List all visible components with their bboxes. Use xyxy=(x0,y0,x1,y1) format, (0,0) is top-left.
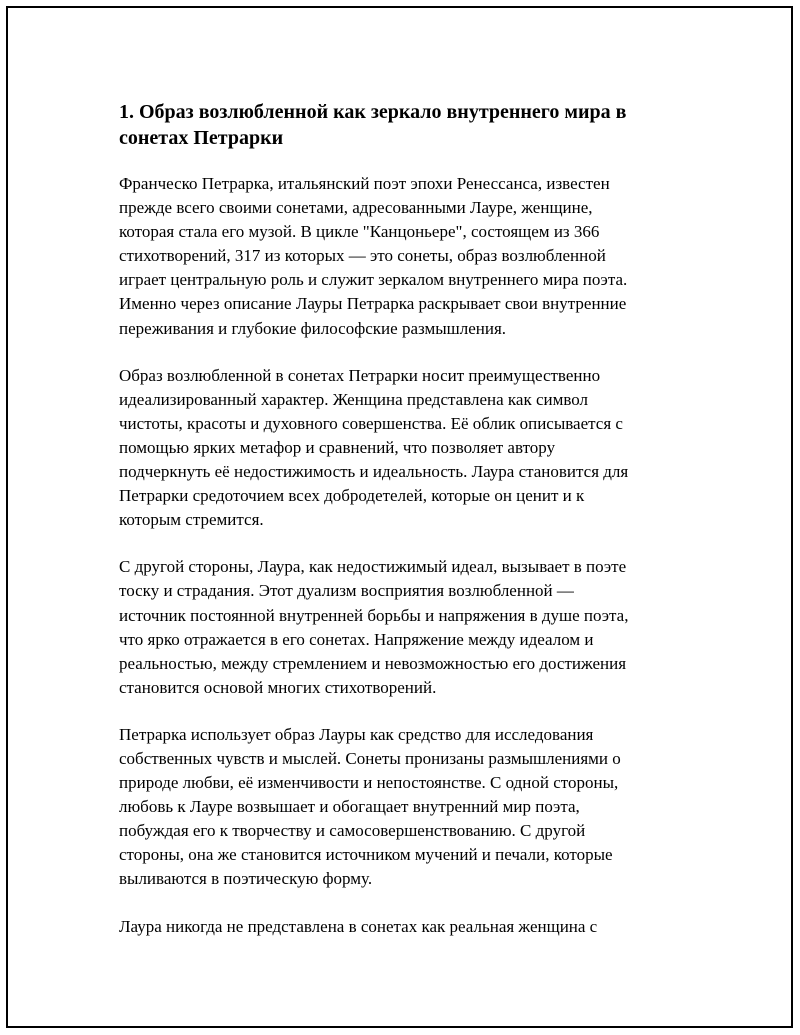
document-body xyxy=(119,100,681,962)
text-line: собственных чувств и мыслей. Сонеты пронизаны размышлениями о xyxy=(119,748,621,768)
text-line: прежде всего своими сонетами, адресованными Лауре, женщине, xyxy=(119,198,593,218)
text-line: становится основой многих стихотворений. xyxy=(119,677,437,697)
text-line: чистоты, красоты и духовного совершенства. Её облик описывается с xyxy=(119,413,623,433)
text-line: стихотворений, 317 из которых — это сонеты, образ возлюбленной xyxy=(119,246,606,266)
text-line: играет центральную роль и служит зеркалом внутреннего мира поэта. xyxy=(119,270,628,290)
text-line: стороны, она же становится источником мучений и печали, которые xyxy=(119,845,613,865)
section-heading xyxy=(119,100,681,151)
text-line: природе любви, её изменчивости и непостоянстве. С одной стороны, xyxy=(119,773,619,793)
text-line: которая стала его музой. В цикле "Канцоньере", состоящем из 366 xyxy=(119,222,600,242)
text-line: подчеркнуть её недостижимость и идеальность. Лаура становится для xyxy=(119,462,629,482)
heading-line: 1. Образ возлюбленной как зеркало внутреннего мира в xyxy=(119,101,627,123)
text-line: Петрарка использует образ Лауры как средство для исследования xyxy=(119,724,594,744)
page-frame xyxy=(6,6,793,1028)
text-line: Лаура никогда не представлена в сонетах как реальная женщина с xyxy=(119,916,598,936)
text-line: побуждая его к творчеству и самосовершенствованию. С другой xyxy=(119,821,586,841)
paragraph xyxy=(119,723,681,892)
text-line: переживания и глубокие философские размышления. xyxy=(119,318,507,338)
text-line: идеализированный характер. Женщина представлена как символ xyxy=(119,389,589,409)
text-line: Франческо Петрарка, итальянский поэт эпохи Ренессанса, известен xyxy=(119,174,610,193)
text-line: тоску и страдания. Этот дуализм восприятия возлюбленной — xyxy=(119,581,574,601)
paragraph xyxy=(119,172,681,341)
text-line: что ярко отражается в его сонетах. Напряжение между идеалом и xyxy=(119,629,594,649)
text-line: Петрарки средоточием всех добродетелей, которые он ценит и к xyxy=(119,486,585,506)
text-line: С другой стороны, Лаура, как недостижимый идеал, вызывает в поэте xyxy=(119,557,627,577)
text-line: источник постоянной внутренней борьбы и напряжения в душе поэта, xyxy=(119,605,629,625)
text-line: помощью ярких метафор и сравнений, что позволяет автору xyxy=(119,437,556,457)
text-line: реальностью, между стремлением и невозможностью его достижения xyxy=(119,653,627,673)
paragraph xyxy=(119,364,681,533)
paragraph xyxy=(119,555,681,700)
text-line: выливаются в поэтическую форму. xyxy=(119,869,373,889)
text-line: Образ возлюбленной в сонетах Петрарки носит преимущественно xyxy=(119,365,601,385)
heading-line: сонетах Петрарки xyxy=(119,126,284,149)
text-line: любовь к Лауре возвышает и обогащает внутренний мир поэта, xyxy=(119,797,580,817)
text-line: которым стремится. xyxy=(119,510,264,530)
text-line: Именно через описание Лауры Петрарка раскрывает свои внутренние xyxy=(119,294,627,314)
paragraph xyxy=(119,915,681,939)
